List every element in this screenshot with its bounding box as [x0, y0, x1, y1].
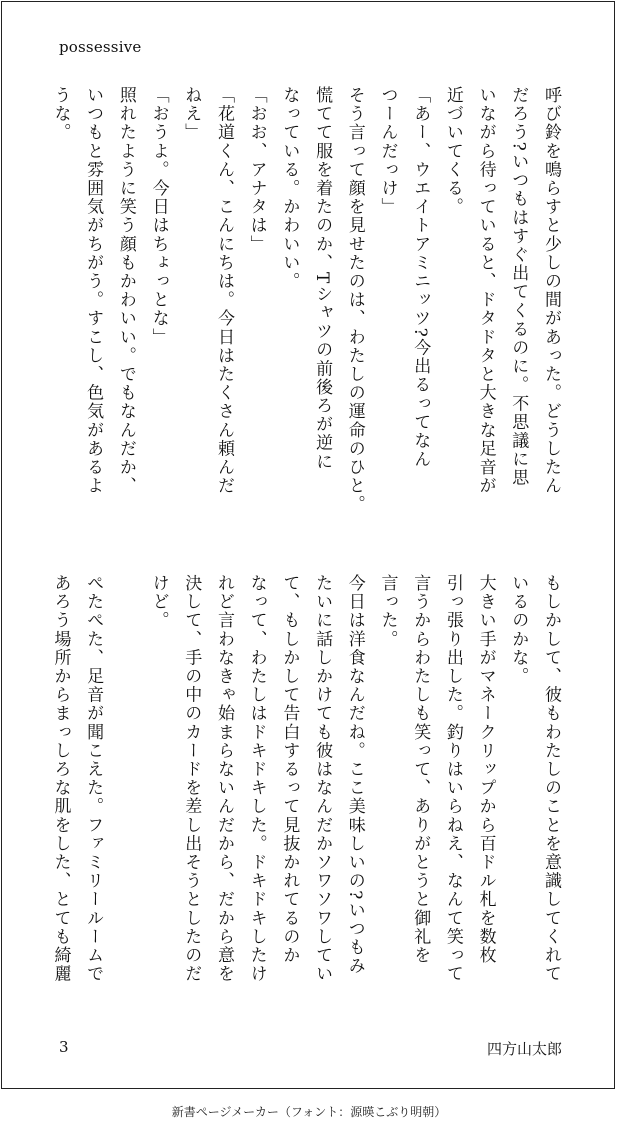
- text-line: けど。: [148, 574, 169, 630]
- text-line: ねえ」: [181, 86, 202, 142]
- text-line: 引っ張り出した。釣りはいらねえ、なんて笑って: [442, 574, 463, 984]
- author-name: 四方山太郎: [486, 1040, 562, 1058]
- text-line: あろう場所からまっしろな肌をした、とても綺麗: [50, 574, 71, 984]
- text-line: うな。: [50, 86, 71, 142]
- text-line: 言うからわたしも笑って、ありがとうと御礼を: [410, 574, 431, 965]
- text-line: 「花道くん、こんにちは。今日はたくさん頼んだ: [213, 86, 234, 496]
- text-line: れど言わなきゃ始まらないんだから、だから意を: [213, 574, 234, 984]
- text-line: そう言って顔を見せたのは、わたしの運命のひと。: [344, 86, 365, 514]
- text-line: いつもと雰囲気がちがう。すこし、色気があるよ: [83, 86, 104, 496]
- text-line-blank: [109, 574, 142, 1030]
- text-line: 決して、手の中のカードを差し出そうとしたのだ: [181, 574, 202, 984]
- text-line: いながら待っていると、ドタドタと大きな足音が: [475, 86, 496, 496]
- text-line: 「おお、アナタは」: [246, 86, 267, 254]
- text-line: 大きい手がマネークリップから百ドル札を数枚: [475, 574, 496, 965]
- running-header-title: possessive: [59, 38, 142, 56]
- text-block-top: [47, 86, 567, 536]
- text-line: ぺたぺた、足音が聞こえた。ファミリールームで: [83, 574, 104, 984]
- text-line: だろう?いつもはすぐ出てくるのに。不思議に思: [508, 86, 529, 488]
- book-page: [1, 1, 615, 1089]
- text-line: なって、わたしはドキドキした。ドキドキしたけ: [246, 574, 267, 984]
- text-line: 照れたように笑う顔もかわいい。でもなんだか、: [115, 86, 136, 496]
- text-line: いるのかな。: [508, 574, 529, 686]
- text-line: 近づいてくる。: [442, 86, 463, 217]
- text-block-bottom: [47, 574, 567, 1030]
- text-line: て、もしかして告白するって見抜かれてるのか: [279, 574, 300, 965]
- text-line: たいに話しかけても彼はなんだかソワソワしてい: [312, 574, 333, 984]
- text-line: つーんだっけ」: [377, 86, 398, 217]
- text-line: 慌てて服を着たのか、Tシャツの前後ろが逆に: [312, 86, 333, 471]
- text-line: なっている。かわいい。: [279, 86, 300, 291]
- text-line: 今日は洋食なんだね。ここ美味しいの?いつもみ: [344, 574, 365, 976]
- text-line: 「あー、ウエイトアミニッツ?今出るってなん: [410, 86, 431, 469]
- generator-caption: 新書ページメーカー（フォント：源暎こぶり明朝）: [171, 1105, 447, 1119]
- text-line: もしかして、彼もわたしのことを意識してくれて: [541, 574, 561, 984]
- text-line: 呼び鈴を鳴らすと少しの間があった。どうしたん: [541, 86, 561, 496]
- text-line: 「おうよ。今日はちょっとな」: [148, 86, 169, 347]
- text-line: 言った。: [377, 574, 398, 649]
- page-number: 3: [59, 1038, 69, 1056]
